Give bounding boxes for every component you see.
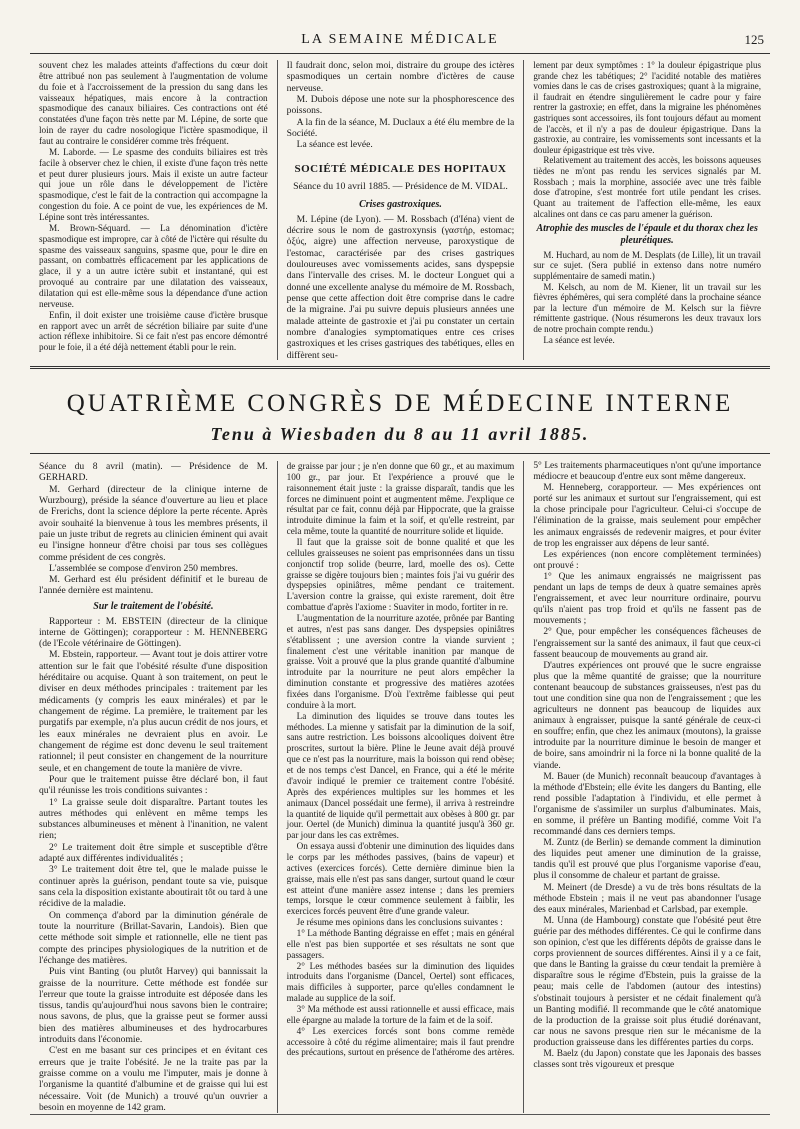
running-header [0, 32, 800, 50]
paragraph: M. Kelsch, au nom de M. Kiener, lit un travail sur les fièvres éphémères, qui sera complété dans la prochaine séance par la lecture d'un mémoire de M. Kelsch sur la fièvre rémittente gastrique. (Nous résumerons les deux travaux lors de notre prochain compte rendu.) [533, 281, 761, 334]
paragraph: 2° Le traitement doit être simple et susceptible d'être adapté aux différentes individualités ; [39, 841, 268, 865]
bottom-column-3 [523, 461, 770, 1113]
paragraph: A la fin de la séance, M. Duclaux a été élu membre de la Société. [286, 116, 515, 139]
bottom-column-1 [30, 461, 277, 1113]
paragraph: 3° Ma méthode est aussi rationnelle et aussi efficace, mais elle épargne au malade la torture de la faim et de la soif. [286, 1003, 515, 1025]
congres-title: QUATRIÈME CONGRÈS DE MÉDECINE INTERNE [66, 390, 734, 417]
paragraph: M. Dubois dépose une note sur la phosphorescence des poissons. [286, 93, 515, 117]
paragraph: M. Bauer (de Munich) reconnaît beaucoup d'avantages à la méthode d'Ebstein; elle évite les dangers du Banting, elle rend possible l'adaptation à l'individu, et elle permet à l'organisme de s'assimiler un surplus d'albuminates. Mais, en somme, il préfère un Banting modifié, comme Voit l'a recommandé dans ces derniers temps. [533, 771, 761, 838]
paragraph: L'augmentation de la nourriture azotée, prônée par Banting et autres, n'est pas sans danger. Des dyspepsies opiniâtres s'établissent ; une aversion contre la viande survient ; finalement c'est une véritable inanition par manque de graisse. Voit a prouvé que la plus grande quantité d'albumine introduite par la nourriture ne peut alors empêcher la diminution constante et progressive des matières azotées fixées dans l'organisme. D'où l'extrême faiblesse qui peut conduire à la mort. [286, 613, 515, 710]
title-divider [30, 453, 770, 454]
paragraph: M. Henneberg, corapporteur. — Mes expériences ont porté sur les animaux et surtout sur l'engraissement, qui est la chose principale pour l'agriculteur. Celui-ci s'occupe de l'élimination de la graisse, mais seulement pour empêcher les animaux engraissés de redevenir maigres, et pour éviter de trop les engraisser aux dépens de leur santé. [533, 483, 761, 549]
paragraph: La diminution des liquides se trouve dans toutes les méthodes. La mienne y satisfait par la diminution de la soif, sans autre restriction. Les boissons alcooliques doivent être proscrites, surtout la bière. Pline le Jeune avait déjà prouvé que ce n'est pas la nourriture, mais la boisson qui rend obèse; et de nos temps c'est Dancel, en France, qui a été le mérite d'avoir indiqué le premier ce traitement contre l'obésité. Après des expériences multiples sur les hommes et les animaux (Dancel possédait une ferme), il arriva à restreindre la quantité de liquide qu'il permettait aux obèses à 800 gr. par jour. Oertel (de Munich) diminua la quantité jusqu'à 360 gr. par jour dans les cas extrêmes. [286, 710, 515, 841]
paragraph: Rapporteur : M. EBSTEIN (directeur de la clinique interne de Göttingen); corapporteur : M. HENNEBERG (de l'Ecole vétérinaire de Göttingen). [39, 615, 268, 650]
seance-line: Séance du 10 avril 1885. — Présidence de M. VIDAL. [293, 181, 508, 193]
paragraph: La séance est levée. [296, 139, 373, 151]
paragraph: M. Laborde. — Le spasme des conduits biliaires est très facile à observer chez le chien, il existe d'une façon très nette et peut durer plusieurs jours. Mais il existe un autre facteur qui joue un rôle dans le développement de l'ictère spasmodique, c'est le fait de la contraction qui accompagne la congestion du foie. A ce point de vue, les expériences de M. Lépine sont très intéressantes. [39, 146, 268, 223]
paragraph: M. Huchard, au nom de M. Desplats (de Lille), lit un travail sur ce sujet. (Sera publié in extenso dans notre numéro supplémentaire de samedi matin.) [533, 249, 761, 281]
paragraph: 3° Le traitement doit être tel, que le malade puisse le continuer après la guérison, pendant toute sa vie, puisque sans cela la disposition existante aboutirait tôt ou tard à une récidive de la maladie. [39, 864, 268, 910]
paragraph: 5° Les traitements pharmaceutiques n'ont qu'une importance médiocre et beaucoup d'entre eux sont même dangereux. [533, 461, 761, 483]
section-heading-crises: Crises gastroxiques. [359, 199, 442, 211]
paragraph: Puis vint Banting (ou plutôt Harvey) qui bannissait la graisse de la nourriture. Cette méthode est fondée sur l'erreur que toute la graisse introduite est déposée dans les tissus, tandis qu'aujourd'hui nous savons bien le contraire; nous savons, de plus, que la graisse peut se former aussi bien des matières albumineuses et des hydrocarbures introduits dans l'économie. [39, 966, 268, 1046]
journal-title: LA SEMAINE MÉDICALE [301, 32, 499, 47]
paragraph: 2° Que, pour empêcher les conséquences fâcheuses de l'engraissement sur la santé des animaux, il faut que ceux-ci fassent beaucoup de mouvements au grand air. [533, 627, 761, 660]
paragraph: 1° La méthode Banting dégraisse en effet ; mais en général elle n'est pas bien supportée et ses résultats ne sont que passagers. [286, 927, 515, 960]
top-column-2 [277, 60, 524, 360]
paragraph: M. Ebstein, rapporteur. — Avant tout je dois attirer votre attention sur le fait que l'obésité résulte d'une disposition héréditaire ou acquise. Quant à son traitement, on peut le diviser en deux méthodes principales : traitement par les médicaments (y compris les eaux minérales) et par le changement de régime. La première, le traitement par les purgatifs par exemple, n'a plus aucun crédit de nos jours, et les eaux minérales ne devraient plus en avoir. Le changement de régime est donc devenu le seul traitement rationnel; il peut consister en changement de la nourriture seule, et en changement de toute la manière de vivre. [39, 649, 268, 774]
paragraph: 1° La graisse seule doit disparaître. Partant toutes les autres méthodes qui enlèvent en même temps les substances albumineuses et mènent à l'inanition, ne valent rien; [39, 796, 268, 842]
paragraph: C'est en me basant sur ces principes et en évitant ces erreurs que je traite l'obésité. Je ne la traite pas par la graisse comme on a voulu me l'imputer, mais je donne à l'organisme la quantité d'albumine et de graisse qui lui est nécessaire. Voit (de Munich) a trouvé qu'un ouvrier a besoin en moyenne de 142 gram. [39, 1045, 268, 1113]
paragraph: M. Brown-Séquard. — La dénomination d'ictère spasmodique est impropre, car à côté de l'ictère qui résulte du spasme des vaisseaux sanguins, spasme que, pour le dire en passant, on combattrès efficacement par les applications de glace, il y a un autre ictère subit et instantané, qui est provoqué au contraire par une dilatation des vaisseaux, dilatation qui est elle-même sous la dépendance d'une action nerveuse. [39, 222, 268, 309]
paragraph: M. Gerhard (directeur de la clinique interne de Wurzbourg), préside la séance d'ouverture au lieu et place de Frerichs, dont la science déplore la perte récente. Après avoir souhaité la bienvenue à tous les membres présents, il paie un juste tribut de regrets au clinicien éminent qui avait eu l'insigne honneur d'être choisi par tous ses collègues comme président de ces congrès. [39, 483, 268, 563]
paragraph: Relativement au traitement des accès, les boissons aqueuses tièdes ne m'ont pas rendu les services signalés par M. Rossbach ; mais la morphine, associée avec une très faible dose d'atropine, s'est montrée fort utile pendant les crises. Quant au traitement de l'affection elle-même, les eaux alcalines ont dans ce cas paru amener la guérison. [533, 155, 761, 219]
paragraph: Les expériences (non encore complètement terminées) ont prouvé : [533, 549, 761, 571]
paragraph: On commença d'abord par la diminution générale de toute la nourriture (Brillat-Savarin, Landois). Bien que cette méthode soit simple et rationnelle, elle ne tient pas compte des principes physiologiques de la nutrition et de l'échange des matières. [39, 909, 268, 966]
paragraph: M. Unna (de Hambourg) constate que l'obésité peut être guérie par des méthodes différentes. Ce qui le confirme dans son opinion, c'est que les différents dépôts de graisse dans le corps proviennent de sources différentes. Ainsi il y a ce fait, que dans le Banting la graisse du cœur tendait la première à disparaître sous le régime d'Ebstein, puis la graisse de la peau; mais celle de l'abdomen (autour des intestins) s'obstinait toujours à persister et ne cédait finalement qu'à un Banting modifié. Il recommande que le côté anatomique de la production de la graisse soit plus étudié dorénavant, car nous ne savons presque rien sur le mécanisme de la production graisseuse dans les différentes parties du corps. [533, 915, 761, 1048]
society-heading: SOCIÉTÉ MÉDICALE DES HOPITAUX [294, 162, 507, 175]
paragraph: lement par deux symptômes : 1° la douleur épigastrique plus grande chez les tabétiques; 2° l'acidité notable des matières vomies dans le cas de crises gastroxiques; quant à la migraine, il faudrait en étendre singulièrement le cadre pour y faire rentrer la gastroxie; en effet, dans la migraine les phénomènes gastriques sont accessoires, ils font toujours défaut au moment de l'accès, et il n'y a pas de douleur épigastrique. Dans la gastroxie, au contraire, les vomissements sont incessants et la douleur épigastrique est très vive. [533, 60, 761, 155]
seance-line: Séance du 8 avril (matin). — Présidence de M. GERHARD. [39, 461, 268, 484]
section-divider [30, 366, 770, 369]
header-rule [30, 53, 770, 54]
paragraph: M. Gerhard est élu président définitif et le bureau de l'année dernière est maintenu. [39, 574, 268, 597]
paragraph: Il faudrait donc, selon moi, distraire du groupe des ictères spasmodiques un certain nombre d'ictères de cause nerveuse. [286, 60, 515, 94]
bottom-columns [30, 461, 770, 1113]
paragraph: M. Zuntz (de Berlin) se demande comment la diminution des liquides peut amener une diminution de la graisse, tandis qu'il est prouvé que plus l'organisme vaporise d'eau, plus il consomme de chaleur et partant de graisse. [533, 838, 761, 882]
paragraph: 2° Les méthodes basées sur la diminution des liquides introduits dans l'organisme (Dancel, Oertel) sont efficaces, mais difficiles à supporter, parce qu'elles condamnent le malade au supplice de la soif. [286, 960, 515, 1004]
paragraph: L'assemblée se compose d'environ 250 membres. [49, 562, 238, 574]
paragraph: On essaya aussi d'obtenir une diminution des liquides dans le corps par les méthodes passives, (bains de vapeur) et actives (exercices forcés). Cette dernière diminue bien la graisse, mais elle n'est pas sans danger, surtout quand le cœur est atteint d'une manière assez intense ; dans les premiers temps, lorsque le cœur commence seulement à faiblir, les exercices forcés peuvent être d'une grande valeur. [286, 841, 515, 917]
bottom-column-2 [277, 461, 524, 1113]
paragraph: La séance est levée. [543, 334, 615, 345]
paragraph: D'autres expériences ont prouvé que le sucre engraisse plus que la même quantité de graisse; que la nourriture contenant beaucoup de substances graisseuses, n'est pas du tout une condition sine qua non de l'engraissement ; que les agriculteurs ne donnent pas beaucoup de liquides aux animaux à engraisser, puisque la santé générale de ceux-ci en souffre; enfin, que chez les animaux (moutons), la graisse introduite par la nourriture diminue le besoin de manger et de boire, sans amoindrir ni la force ni la bonne qualité de la viande. [533, 660, 761, 771]
top-column-1 [30, 60, 277, 360]
paragraph: M. Meinert (de Dresde) a vu de très bons résultats de la méthode Ebstein ; mais il ne veut pas abandonner l'usage des eaux minérales, Marienbad et Carlsbad, par exemple. [533, 882, 761, 915]
paragraph: M. Baelz (du Japon) constate que les Japonais des basses classes sont très vigoureux et presque [533, 1048, 761, 1071]
footer-rule [30, 1114, 770, 1115]
paragraph: 4° Les exercices forcés sont bons comme remède accessoire à côté du régime alimentaire; mais il faut prendre des précautions, surtout en présence de l'athérome des artères. [286, 1025, 515, 1058]
top-column-3 [523, 60, 770, 360]
top-columns [30, 60, 770, 360]
page-number: 125 [744, 32, 764, 47]
paragraph: Enfin, il doit exister une troisième cause d'ictère brusque en rapport avec un arrêt de sécrétion biliaire par suite d'une action réflexe inhibitoire. Si ce fait n'est pas encore démontré pour le foie, il a été déjà nettement établi pour le rein. [39, 309, 268, 353]
section-heading-obesite: Sur le traitement de l'obésité. [93, 600, 214, 612]
paragraph: 1° Que les animaux engraissés ne maigrissent pas pendant un laps de temps de deux à quatre semaines après l'engraissement, et avec leur nourriture ordinaire, pourvu qu'ils n'aient pas trop froid et qu'ils ne fassent pas de mouvements ; [533, 571, 761, 627]
paragraph: Il faut que la graisse soit de bonne qualité et que les cellules graisseuses ne soient pas emprisonnées dans un tissu conjonctif trop solide (beurre, lard, moelle des os). Cette graisse se digère toujours bien ; maintes fois j'ai vu guérir des dyspepsies opiniâtres, même pendant ce traitement. L'aversion contre la graisse, qui existe rarement, doit être combattue d'après l'axiome : Suaviter in modo, fortiter in re. [286, 537, 515, 613]
paragraph: de graisse par jour ; je n'en donne que 60 gr., et au maximum 100 gr., par jour. Et l'expérience a prouvé que le raisonnement était juste : la graisse disparaît, tandis que les forces ne diminuent point et augmentent même. J'explique ce résultat par ce fait, connu déjà par Hippocrate, que la graisse introduite diminue la faim et la soif, et qu'elle restreint, par cela même, toute la quantité de nourriture solide et liquide. [286, 461, 515, 537]
congres-subtitle: Tenu à Wiesbaden du 8 au 11 avril 1885. [210, 424, 590, 444]
section-heading-atrophie: Atrophie des muscles de l'épaule et du thorax chez les pleurétiques. [536, 223, 758, 246]
paragraph: M. Lépine (de Lyon). — M. Rossbach (d'Iéna) vient de décrire sous le nom de gastroxynsis (γαστήρ, estomac; ὀξύς, aigre) une affection nerveuse, paroxystique de l'estomac, caractérisée par des crises gastriques douloureuses avec vomissements acides, sans dyspepsie dans l'intervalle des crises. M. le docteur Longuet qui a donné une excellente analyse du mémoire de M. Rossbach, pense que cette affection doit être comprise dans le cadre de la migraine. J'ai pu suivre depuis plusieurs années une malade atteinte de gastroxie et j'ai pu constater un certain nombre d'analogies symptomatiques entre ces crises gastroxiques et les crises gastriques des tabétiques, elles en diffèrent seu- [286, 213, 515, 360]
paragraph: Je résume mes opinions dans les conclusions suivantes : [296, 917, 503, 928]
paragraph: Pour que le traitement puisse être déclaré bon, il faut qu'il réunisse les trois conditions suivantes : [39, 773, 268, 797]
paragraph: souvent chez les malades atteints d'affections du cœur doit être attribué non pas seulement à l'augmentation de volume du foie et à l'accroissement de la pression du sang dans les vaisseaux hépatiques, mais encore à la contraction spasmodique des canaux biliaires. Ces contractions ont été constatées d'une façon très nette par M. Lépine, de sorte que loin de rayer du cadre nosologique l'ictère spasmodique, il faut au contraire le considérer comme très fréquent. [39, 60, 268, 147]
